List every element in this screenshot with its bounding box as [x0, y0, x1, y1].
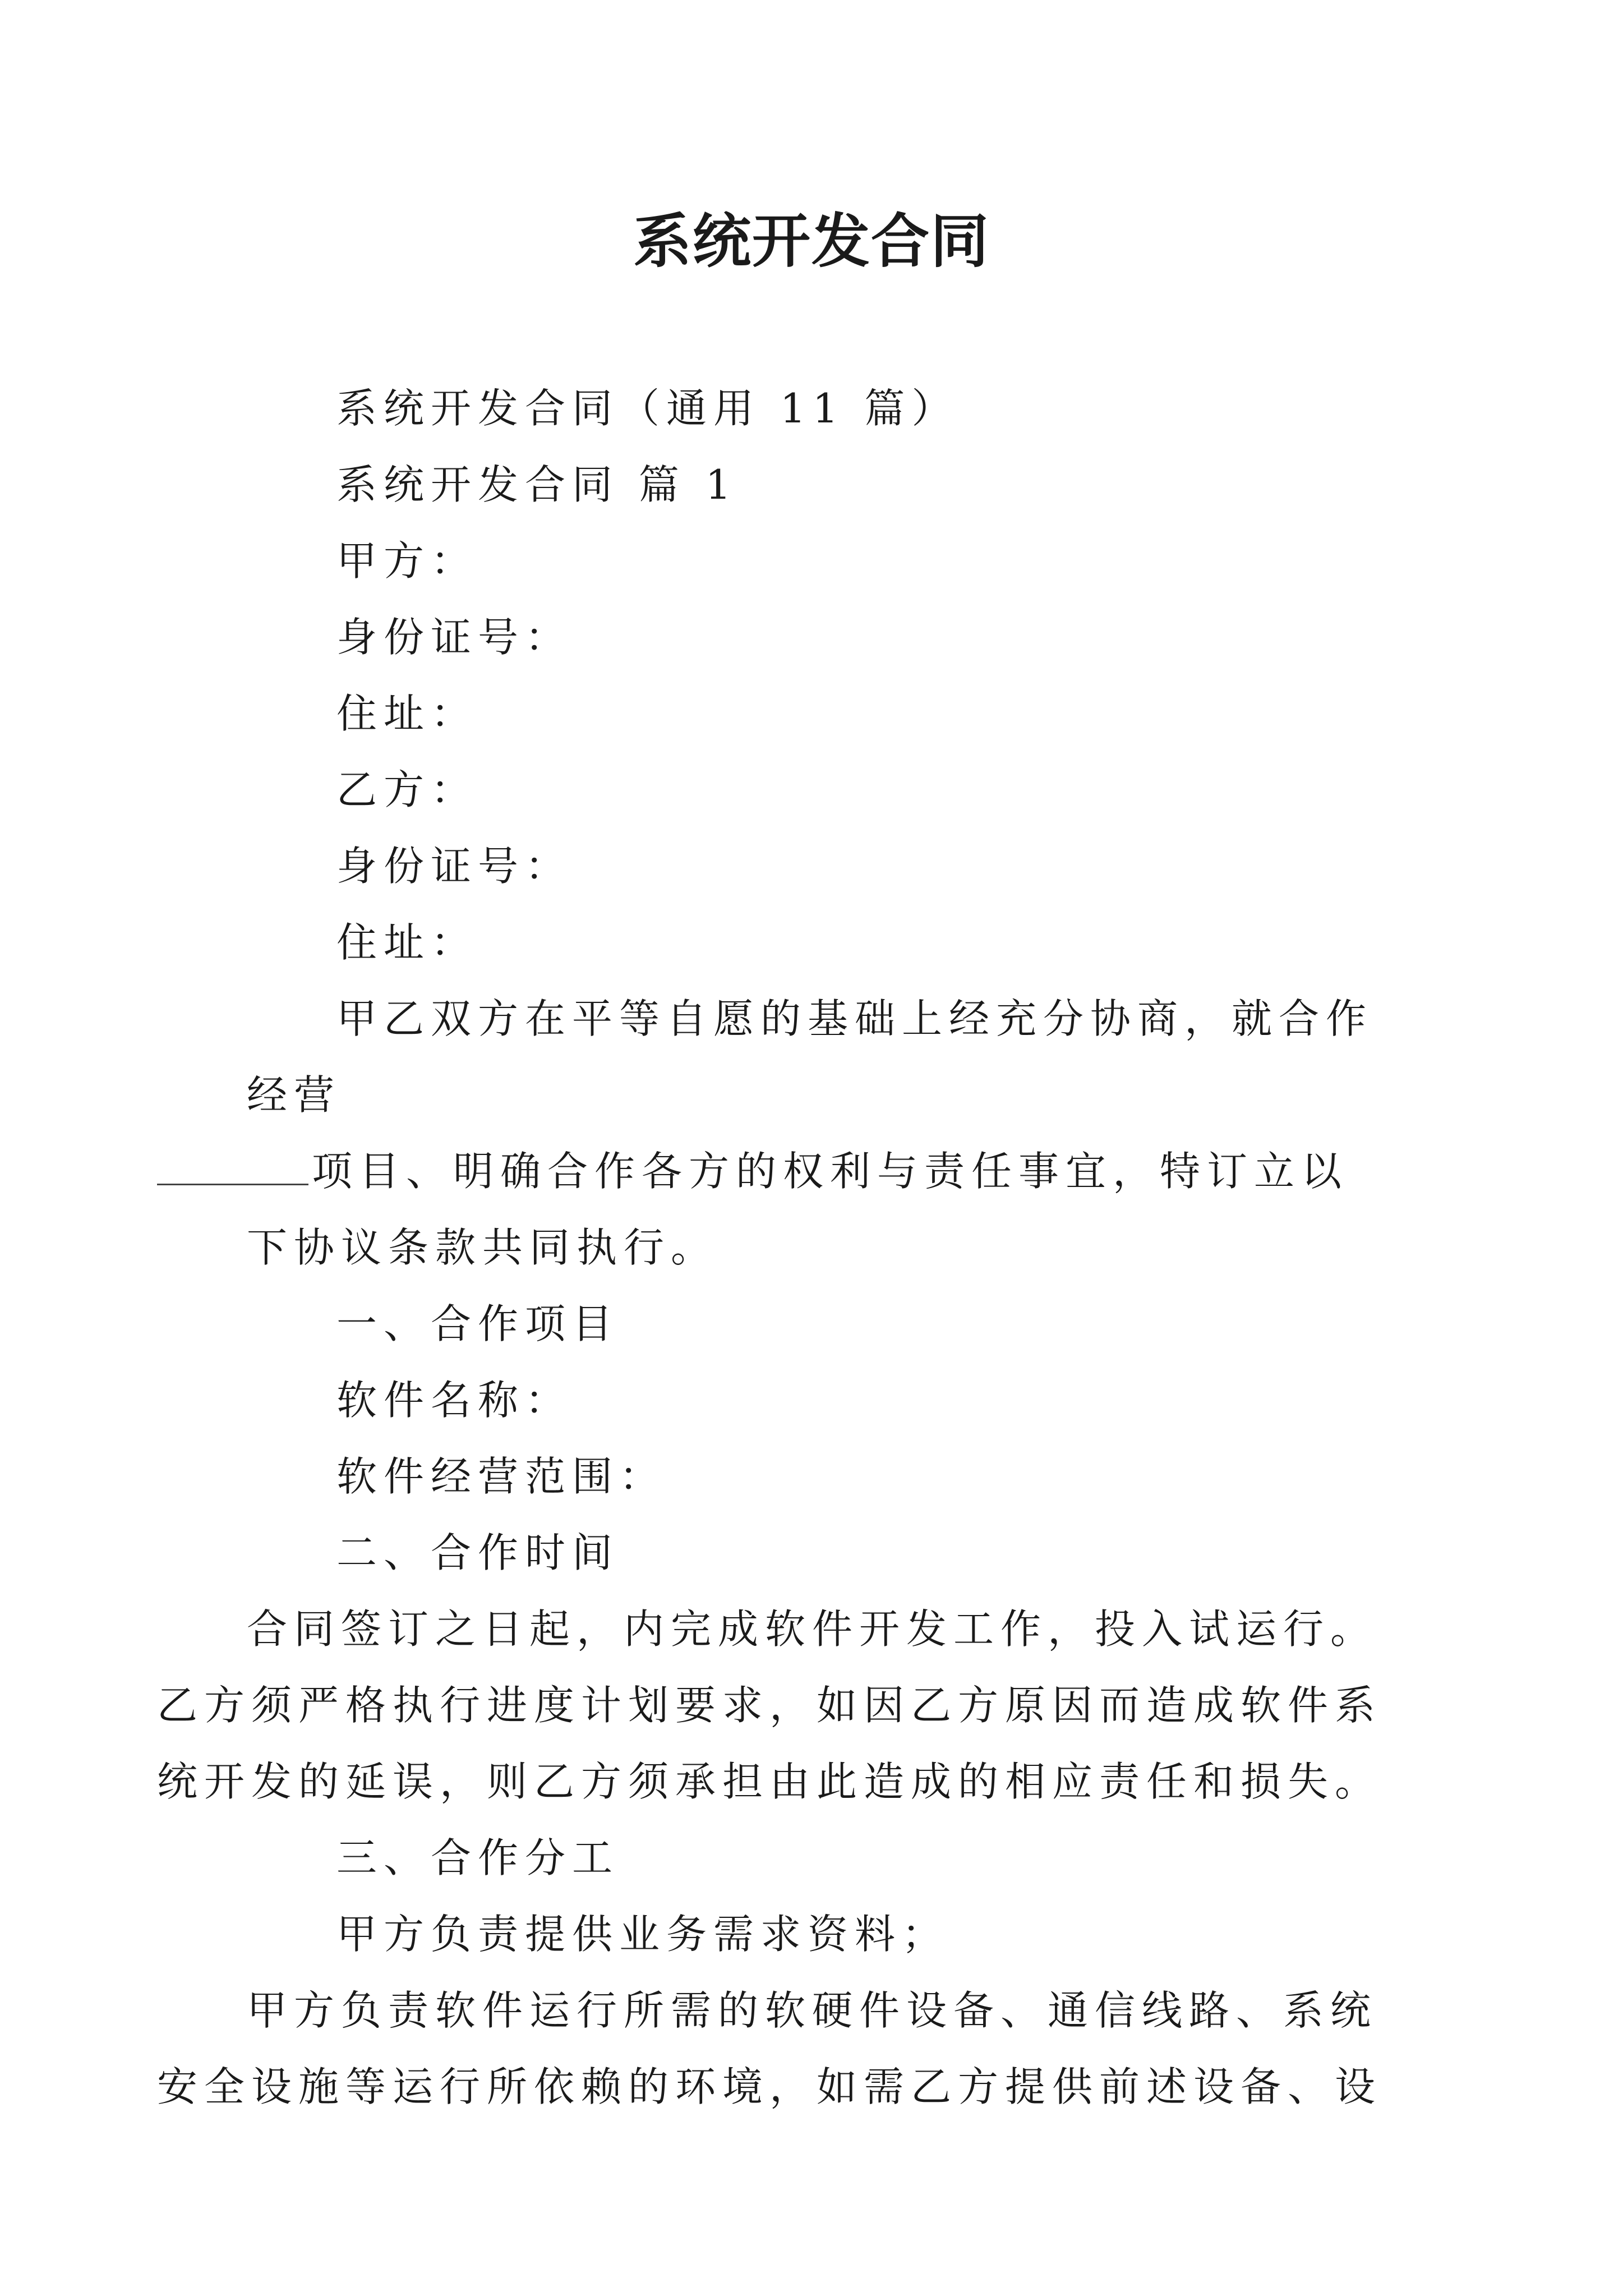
subtitle-paragraph: 系统开发合同（通用 11 篇） [336, 385, 959, 432]
party-a-label: 甲方： [336, 537, 478, 585]
section-heading-paragraph: 系统开发合同 篇 1 [336, 461, 738, 508]
party-a-address-label: 住址： [336, 690, 478, 737]
clause-heading-3: 三、合作分工 [336, 1834, 620, 1881]
intro-paragraph [247, 981, 1385, 1133]
document-body [157, 370, 1385, 2125]
intro-text-end: 项目、明确合作各方的权利与责任事宜，特订立以下协议条款共同执行。 [247, 1148, 1349, 1271]
clause-2-body: 合同签订之日起，内完成软件开发工作，投入试运行。乙方须严格执行进度计划要求，如因乙方原因而造成软件系统开发的延误，则乙方须承担由此造成的相应责任和损失。 [157, 1605, 1382, 1805]
software-name-label: 软件名称： [336, 1377, 573, 1424]
party-b-label: 乙方： [336, 766, 478, 813]
clause-3-item-2: 甲方负责软件运行所需的软硬件设备、通信线路、系统安全设施等运行所依赖的环境，如需乙方提供前述设备、设 [157, 1987, 1382, 2110]
party-a-id-label: 身份证号： [336, 614, 573, 661]
document-title: 系统开发合同 [633, 207, 990, 275]
party-b-id-label: 身份证号： [336, 843, 573, 890]
party-b-address-label: 住址： [336, 919, 478, 966]
clause-3-item-1: 甲方负责提供业务需求资料； [336, 1911, 949, 1958]
clause-heading-2: 二、合作时间 [336, 1529, 620, 1576]
intro-text-start: 甲乙双方在平等自愿的基础上经充分协商，就合作经营 [247, 995, 1373, 1119]
clause-heading-1: 一、合作项目 [336, 1300, 620, 1347]
intro-paragraph-continued [247, 1133, 1385, 1286]
software-scope-label: 软件经营范围： [336, 1453, 667, 1500]
blank-fill-line [157, 1149, 308, 1185]
